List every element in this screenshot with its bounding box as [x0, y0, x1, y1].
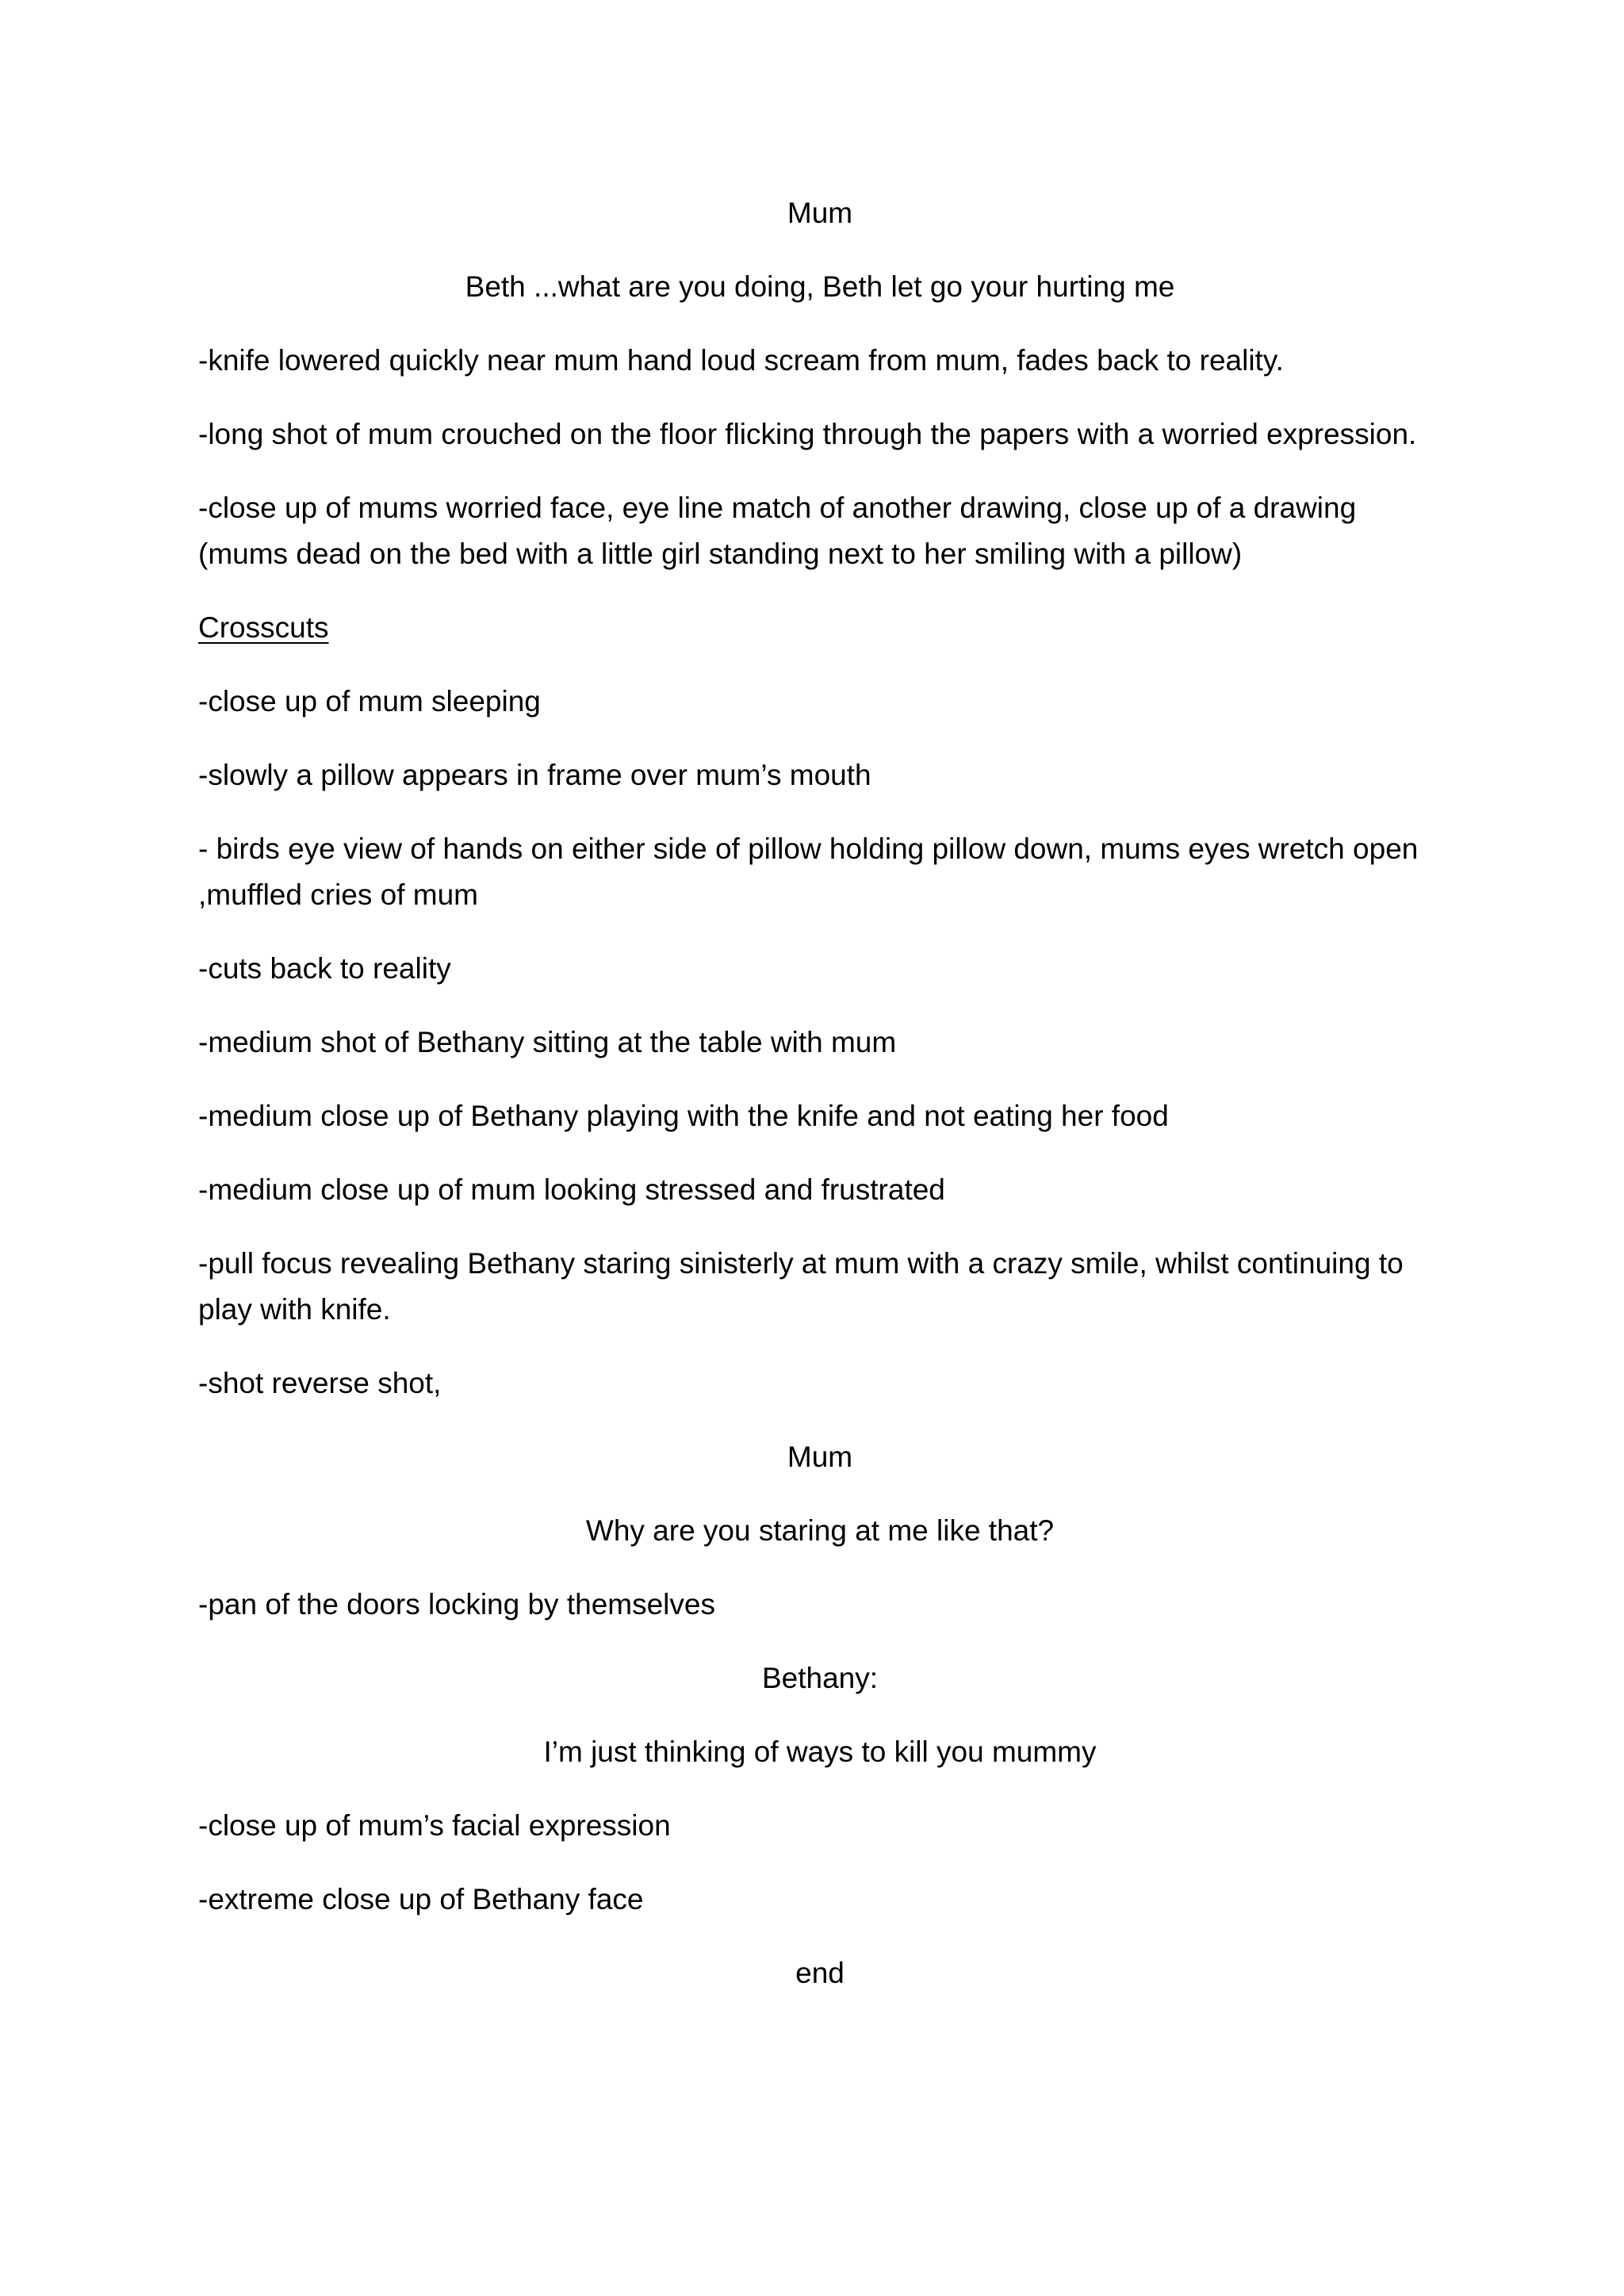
- speaker-name: Bethany:: [761, 1662, 879, 1694]
- shot-direction: -extreme close up of Bethany face: [198, 1883, 644, 1915]
- shot-direction: -knife lowered quickly near mum hand loud scream from mum, fades back to reality.: [198, 344, 1284, 377]
- shot-direction: -close up of mum’s facial expression: [198, 1809, 671, 1842]
- shot-direction: -close up of mums worried face, eye line match of another drawing, close up of a drawing (mums dead on the bed with a little girl standing next to her smiling with a pillow): [198, 492, 1357, 570]
- shot-direction: - birds eye view of hands on either side of pillow holding pillow down, mums eyes wretch open ,muffled cries of mum: [198, 832, 1419, 911]
- dialogue-line: Beth ...what are you doing, Beth let go your hurting me: [465, 270, 1175, 303]
- shot-direction: -shot reverse shot,: [198, 1367, 442, 1399]
- shot-direction: -slowly a pillow appears in frame over mum’s mouth: [198, 759, 871, 791]
- dialogue-line: I’m just thinking of ways to kill you mummy: [543, 1735, 1097, 1768]
- speaker-name: Mum: [787, 1441, 853, 1473]
- shot-direction: -pull focus revealing Bethany staring sinisterly at mum with a crazy smile, whilst continuing to play with knife.: [198, 1247, 1404, 1326]
- shot-direction: -medium close up of mum looking stressed and frustrated: [198, 1173, 945, 1206]
- speaker-name: Mum: [787, 197, 853, 229]
- shot-direction: -medium shot of Bethany sitting at the table with mum: [198, 1026, 897, 1058]
- shot-direction: -cuts back to reality: [198, 952, 451, 985]
- shot-direction: -medium close up of Bethany playing with the knife and not eating her food: [198, 1100, 1169, 1132]
- shot-direction: -close up of mum sleeping: [198, 685, 541, 718]
- shot-direction: -long shot of mum crouched on the floor flicking through the papers with a worried expression.: [198, 418, 1417, 450]
- script-content: [198, 190, 1419, 2024]
- dialogue-line: Why are you staring at me like that?: [585, 1514, 1055, 1547]
- section-heading: Crosscuts: [198, 611, 329, 644]
- script-ending: end: [795, 1957, 845, 1989]
- shot-direction: -pan of the doors locking by themselves: [198, 1588, 715, 1621]
